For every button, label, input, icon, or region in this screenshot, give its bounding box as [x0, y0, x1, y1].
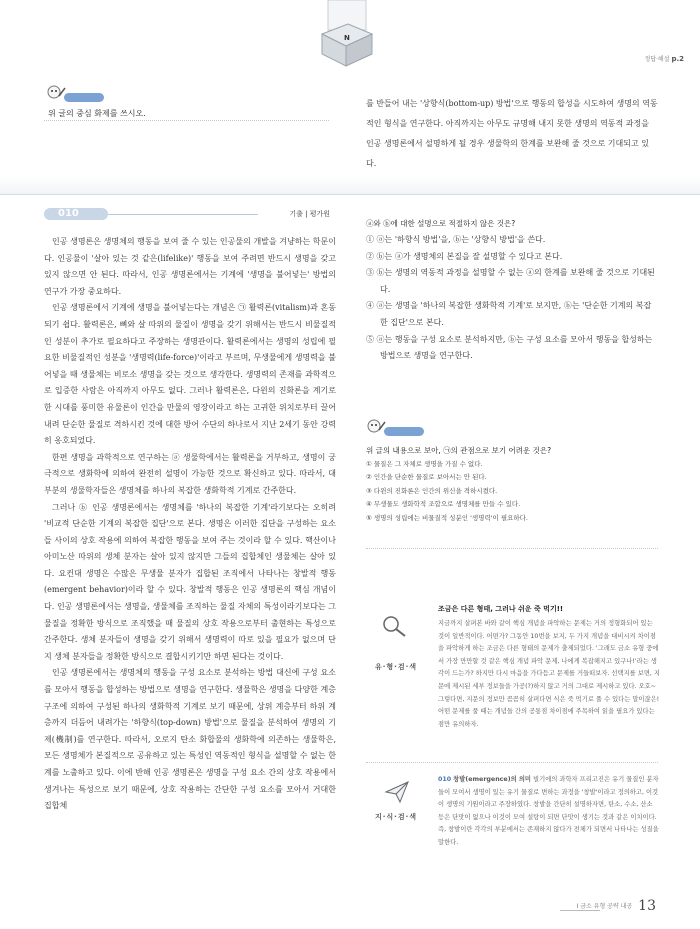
passage-paragraph: 그러나 ⓑ 인공 생명론에서는 생명체를 '하나의 복잡한 기계'라기보다는 오히려 '비교적 단순한 기계의 복잡한 집단'으로 본다. 생명은 이러한 집단을 구성하는 요소들 사이의 상호 작용에 의하여 복잡한 행동을 보여 주는 것이라 할 수 있다. 핵산이나 아미노산 따위의 생체 분자는 살아 있지 않지만 그들의 집합체인 생물체는 살아 있다. 요컨대 생명은 수많은 무생물 분자가 집합된 조직에서 나타나는 창발적 행동(emergent behavior)이라 할 수 있다. 창발적 행동은 인공 생명론의 핵심 개념이다. 인공 생명론에서는 생명을, 생물체를 조직하는 물질 자체의 특성이라기보다는 그 물질을 정확한 방식으로 조직했을 때 물질의 상호 작용으로부터 출현하는 특성으로 간주한다. 생체 분자들이 생명을 갖기 위해서 생명력이 따로 있을 필요가 없으며 단지 생체 분자들을 정확한 방식으로 결합시키기만 하면 된다는 것이다. — [44, 502, 336, 661]
passage-paragraph: 인공 생명론에서 기계에 생명을 불어넣는다는 개념은 ㉠ 활력론(vitalism)과 혼동되기 쉽다. 활력론은, 뼈와 살 따위의 물질이 생명을 갖기 위해서는 반드시 비물질적인 성분이 추가로 필요하다고 주장하는 생명관이다. 활력론에서는 생명의 성립에 필요한 비물질적인 성분을 '생명력(life-force)'이라고 부르며, 무생물에게 생명력을 불어넣을 때 생물체는 비로소 생명을 갖는 것으로 생각한다. 생명력의 존재를 과학적으로 입증한 사람은 아직까지 아무도 없다. 그러나 활력론은, 다윈의 진화론을 계기로 한 시대를 풍미한 유물론이 인간을 만물의 영장이라고 하는 고귀한 위치로부터 끌어내려 단순한 물질로 격하시킨 것에 대한 방어 수단의 하나로서 지난 2세기 동안 강력히 옹호되었다. — [44, 303, 336, 446]
answer-badge — [44, 90, 114, 104]
passage-paragraph: 인공 생명론에서는 생명체의 행동을 구성 요소로 분석하는 방법 대신에 구성 요소를 모아서 행동을 합성하는 방법으로 생명을 연구한다. 생물학은 생명을 다양한 계층 구조에 의하여 구성된 하나의 생화학적 기계로 보기 때문에, 상위 계층부터 하위 계층까지 더듬어 내려가는 '하향식(top-down) 방법'으로 물질을 분석하여 생명의 기제(機制)를 연구한다. 따라서, 오로지 탄소 화합물의 생화학에 의존하는 생물학은, 모든 생명체가 본질적으로 공유하고 있는 특성인 역동적인 형식을 설명할 수 없는 한계를 노출하고 있다. 이에 반해 인공 생명론은 생명을 구성 요소 간의 상호 작용에서 생겨나는 특성으로 보기 때문에, 상호 작용하는 간단한 구성 요소를 모아서 거대한 집합체 — [44, 668, 336, 811]
knowledge-number: 010 — [438, 776, 452, 783]
header-page-ref: p.2 — [671, 55, 684, 63]
passage-header — [44, 208, 330, 220]
answer-option[interactable]: ③ ⓑ는 생명의 역동적 과정을 설명할 수 없는 ⓐ의 한계를 보완해 줄 것으로 기대된다. — [366, 268, 655, 294]
answer-option[interactable]: ④ ⓐ는 생명을 '하나의 복잡한 생화학적 기계'로 보지만, ⓑ는 '단순한 기계의 복잡한 집단'으로 본다. — [366, 301, 652, 327]
passage-body — [44, 234, 336, 815]
header-rule — [108, 214, 258, 215]
answer-option[interactable]: ④ 무생물도 생화학적 조합으로 생명체를 만들 수 있다. — [366, 500, 521, 509]
box-illustration-icon — [318, 0, 376, 68]
question2-badge-bar — [384, 427, 424, 436]
top-strip — [0, 0, 700, 70]
question2-badge — [364, 424, 434, 438]
divider — [44, 120, 329, 121]
question2-title: 위 글의 내용으로 보아, ㉠의 관점으로 보기 어려운 것은? — [366, 446, 552, 455]
header-meta — [644, 54, 684, 63]
pencil-character-icon — [364, 418, 386, 438]
section-divider — [0, 194, 700, 195]
answer-option[interactable]: ① 물질은 그 자체로 생명을 가질 수 없다. — [366, 460, 483, 468]
continuation-paragraph: 를 반들어 내는 '상향식(bottom-up) 방법'으로 행동의 합성을 시도하여 생명의 역동적인 형식을 연구한다. 아직까지는 아무도 규명해 내지 못한 생명의 역동적 과정을 인공 생명론에서 설명하게 될 경우 생물학의 한계를 보완해 줄 것으로 기대되고 있다. — [366, 99, 658, 168]
footer — [576, 898, 656, 914]
question2-options — [366, 458, 658, 525]
divider — [366, 762, 658, 763]
answer-option[interactable]: ③ 다윈의 진화론은 인간의 위신을 격하시켰다. — [366, 486, 498, 495]
footer-label: Ⅰ 금소 유형 공략 내공 — [576, 903, 633, 910]
knowledge-search-body — [438, 774, 660, 850]
answer-badge-bar — [64, 93, 104, 102]
magnifier-character-icon — [380, 614, 410, 638]
knowledge-search-label: 지·식·검·색 — [374, 813, 418, 821]
svg-text:N: N — [344, 34, 350, 42]
passage-number: 010 — [58, 208, 79, 219]
answer-option[interactable]: ② ⓑ는 ⓐ가 생명체의 본질을 잘 설명할 수 있다고 본다. — [366, 251, 563, 261]
section-shade — [0, 176, 700, 194]
knowledge-text: 빌기에의 과학자 프리고진은 유기 물질인 분자들이 모여서 생명이 있는 유기 물질로 변하는 과정을 '창발'이라고 정의하고, 이것이 생명의 기원이라고 주장하였다. 창발을 간단히 설명하자면, 탄소, 수소, 산소 등은 단맛이 없으나 이것이 모여 설탕이 되면 단맛이 생기는 것과 같은 이치이다. 즉, 창발이란 각각의 부분에서는 존재하지 않다가 전체가 되면서 나타나는 성질을 말한다. — [438, 776, 659, 846]
passage-paragraph: 인공 생명론은 생명체의 행동을 보여 줄 수 있는 인공물의 개발을 겨냥하는 학문이다. 인공물이 '살아 있는 것 같은(lifelike)' 행동을 보여 주려면 반드시 생명을 갖고 있지 않으면 안 된다. 따라서, 인공 생명론에서는 기계에 '생명을 불어넣는' 방법의 연구가 가장 중요하다. — [44, 237, 336, 296]
type-search-title: 조금은 다른 형태, 그러나 쉬운 죽 먹기!! — [438, 605, 564, 613]
answer-option[interactable]: ⑤ 생명의 성립에는 비물질적 성분인 '생명력'이 필요하다. — [366, 513, 529, 522]
knowledge-term: 창발(emergence)의 의미 — [453, 776, 532, 783]
answer-option[interactable]: ⑤ ⓐ는 행동을 구성 요소로 분석하지만, ⓑ는 구성 요소를 모아서 행동을 합성하는 방법으로 생명을 연구한다. — [366, 334, 653, 361]
answer-option[interactable]: ② 인간을 단순한 물질로 보아서는 안 된다. — [366, 473, 487, 482]
pencil-character-icon — [44, 84, 66, 104]
header-meta-label: 정답·해설 — [644, 56, 670, 63]
type-search-label: 유·형·검·색 — [374, 663, 418, 671]
question1-title: ⓐ와 ⓑ에 대한 설명으로 적절하지 않은 것은? — [366, 219, 516, 228]
type-search-body: 지금까지 살펴본 바와 같이 핵심 개념을 파악하는 문제는 거의 정형화되어 있는 것이 일반적이다. 어떤가? 그동안 10번을 보지, 두 가지 개념을 대비시켜 차이점을 파악하게 하는 조금은 다른 형태의 문제가 출제되었다. '그래도 금소 유형 중에서 가장 만만할 것 같은 핵심 개념 파악 문제, 나에게 복잡해지고 있구나!'라는 생각이 드는가? 하지만 다시 마음을 가다듬고 문제를 거들떠보자. 선택지를 보면, 지문에 제시된 세부 정보들을 가공(?)하지 않고 거의 그대로 제시하고 있다. 오호~ 그렇다면, 지문의 정보만 꼼꼼히 살펴다면 식은 죽 먹기로 풀 수 있다는 말이잖은! 어떤 문제를 풀 때는 개념들 간의 공통점 차이점에 주목하여 읽을 필요가 있다는 점만 유의하자. — [438, 620, 661, 728]
top-question: 위 글의 중심 화제를 쓰시오. — [48, 109, 146, 118]
question1-options — [366, 232, 658, 365]
paper-plane-icon — [384, 780, 410, 804]
page-number: 13 — [638, 898, 656, 914]
passage-paragraph: 한편 생명을 과학적으로 연구하는 ⓐ 생물학에서는 활력론을 거부하고, 생명이 궁극적으로 생화학에 의하여 완전히 설명이 가능한 것으로 확신하고 있다. 따라서, 대부분의 생물학자들은 생명체를 하나의 복잡한 생화학적 기계로 간주한다. — [44, 452, 336, 495]
divider — [366, 548, 658, 549]
answer-option[interactable]: ① ⓐ는 '하향식 방법'을, ⓑ는 '상향식 방법'을 쓴다. — [366, 235, 546, 244]
passage-source-tag: 기출 | 평가원 — [289, 210, 330, 218]
